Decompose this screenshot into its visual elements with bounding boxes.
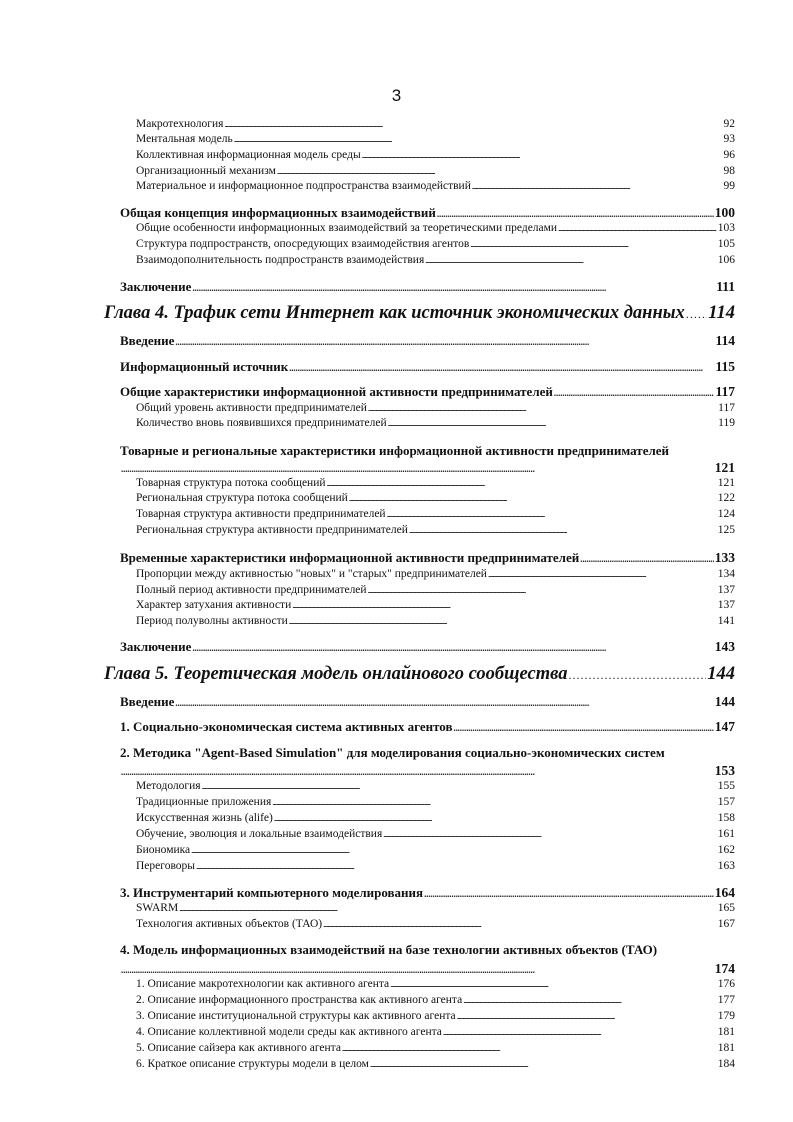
toc-entry-page: 181 — [717, 1042, 735, 1054]
leader-dots — [289, 614, 717, 629]
toc-entry-label: Пропорции между активностью "новых" и "старых" предпринимателей — [136, 568, 487, 580]
toc-entry[interactable] — [136, 859, 735, 874]
toc-entry-label: Структура подпространств, опосредующих взаимодействия агентов — [136, 238, 470, 250]
toc-entry-label: Количество вновь появившихся предпринимателей — [136, 417, 387, 429]
toc-section-label: Общие характеристики информационной активности предпринимателей — [120, 384, 553, 399]
leader-dots — [472, 179, 723, 194]
leader-dots — [192, 640, 713, 657]
toc-entry-label: Общий уровень активности предпринимателей — [136, 402, 367, 414]
toc-section[interactable] — [120, 884, 735, 901]
toc-entry-page: 141 — [717, 615, 735, 627]
toc-entry-page: 167 — [717, 918, 735, 930]
toc-entry-label: 5. Описание сайзера как активного агента — [136, 1042, 341, 1054]
toc-entry-page: 119 — [718, 417, 735, 429]
chapter-page: 114 — [708, 303, 735, 323]
toc-entry-label: Технология активных объектов (ТАО) — [136, 918, 323, 930]
toc-entry[interactable] — [136, 993, 735, 1008]
toc-entry-page: 158 — [717, 812, 735, 824]
toc-section-title-wrapped[interactable]: 2. Методика "Agent-Based Simulation" для моделирования социально-экономических систем — [120, 745, 665, 760]
toc-entry-page: 162 — [717, 844, 735, 856]
toc-section-label: Введение — [120, 333, 175, 348]
leader-dots — [323, 917, 717, 932]
toc-section-page: 121 — [714, 460, 735, 475]
toc-entry-page: 134 — [717, 568, 735, 580]
toc-entry-label: Обучение, эволюция и локальные взаимодействия — [136, 828, 383, 840]
toc-entry-label: 6. Краткое описание структуры модели в целом — [136, 1058, 369, 1070]
leader-dots — [277, 164, 723, 179]
toc-entry[interactable] — [136, 1041, 735, 1056]
toc-entry-label: SWARM — [136, 902, 179, 914]
toc-entry-label: 1. Описание макротехнологии как активного агента — [136, 978, 390, 990]
toc-entry-label: Биономика — [136, 844, 191, 856]
toc-entry-label: Региональная структура потока сообщений — [136, 492, 348, 504]
chapter-title: Глава 5. Теоретическая модель онлайнового сообщества — [104, 664, 568, 684]
toc-chapter-5[interactable] — [104, 663, 735, 685]
toc-entry[interactable] — [136, 1057, 735, 1072]
toc-entry-label: Ментальная модель — [136, 133, 233, 145]
toc-section-label: 3. Инструментарий компьютерного моделирования — [120, 885, 424, 900]
leader-dots — [191, 843, 717, 858]
toc-entry[interactable] — [136, 917, 735, 932]
toc-entry-page: 137 — [717, 584, 735, 596]
toc-section-page: 115 — [715, 359, 735, 374]
toc-entry-label: Товарная структура потока сообщений — [136, 477, 326, 489]
toc-section[interactable] — [120, 358, 735, 375]
leader-dots — [327, 476, 717, 491]
toc-entry-page: 157 — [717, 796, 735, 808]
toc-entry-label: Общие особенности информационных взаимодействий за теоретическими пределами — [136, 222, 558, 234]
toc-entry[interactable] — [136, 811, 735, 826]
leader-dots — [202, 779, 717, 794]
toc-entry[interactable] — [136, 977, 735, 992]
toc-section[interactable] — [120, 278, 735, 295]
toc-section-label: Общая концепция информационных взаимодействий — [120, 205, 436, 220]
leader-dots — [192, 280, 715, 297]
leader-dots — [179, 901, 717, 916]
toc-section[interactable] — [120, 549, 735, 566]
toc-section-page: 117 — [715, 384, 735, 399]
toc-entry[interactable] — [136, 117, 735, 132]
leader-dots — [383, 827, 717, 842]
toc-entry[interactable] — [136, 567, 735, 582]
leader-dots — [453, 720, 713, 737]
toc-entry-label: Период полуволны активности — [136, 615, 288, 627]
toc-entry[interactable] — [136, 901, 735, 916]
toc-entry[interactable] — [136, 401, 735, 416]
toc-entry[interactable] — [136, 614, 735, 629]
toc-entry[interactable] — [136, 583, 735, 598]
toc-entry[interactable] — [136, 795, 735, 810]
toc-entry[interactable] — [136, 164, 735, 179]
leader-dots — [558, 221, 717, 236]
toc-section[interactable] — [120, 332, 735, 349]
toc-entry-label: 3. Описание институциональной структуры как активного агента — [136, 1010, 456, 1022]
toc-entry[interactable] — [136, 523, 735, 538]
toc-section-page: 143 — [714, 639, 735, 654]
toc-entry-label: Организационный механизм — [136, 165, 276, 177]
toc-entry-page: 96 — [723, 149, 735, 161]
toc-entry-page: 105 — [717, 238, 735, 250]
toc-section-page: 144 — [714, 694, 735, 709]
leader-dots — [370, 1057, 717, 1072]
toc-chapter-4[interactable] — [104, 302, 735, 324]
toc-entry-page: 99 — [723, 180, 735, 192]
toc-section-label: Заключение — [120, 279, 192, 294]
toc-entry-label: Материальное и информационное подпространства взаимодействий — [136, 180, 471, 192]
chapter-title: Глава 4. Трафик сети Интернет как источник экономических данных — [104, 303, 685, 323]
toc-entry-page: 93 — [723, 133, 735, 145]
toc-entry-page: 122 — [717, 492, 735, 504]
leader-dots — [196, 859, 717, 874]
leader-dots — [175, 695, 713, 712]
toc-entry-page: 117 — [718, 402, 735, 414]
toc-entry-label: Коллективная информационная модель среды — [136, 149, 361, 161]
toc-entry-label: Характер затухания активности — [136, 599, 292, 611]
toc-entry[interactable] — [136, 476, 735, 491]
toc-entry[interactable] — [136, 507, 735, 522]
toc-section-page: 174 — [714, 961, 735, 976]
toc-entry-label: 4. Описание коллективной модели среды как активного агента — [136, 1026, 442, 1038]
toc-section-page: 100 — [714, 205, 735, 220]
toc-section-page: 164 — [714, 885, 735, 900]
toc-entry[interactable] — [136, 1009, 735, 1024]
leader-dots — [234, 132, 723, 147]
toc-section-label: 1. Социально-экономическая система активных агентов — [120, 719, 453, 734]
leader-dots — [342, 1041, 717, 1056]
toc-entry-label: Методология — [136, 780, 201, 792]
toc-section[interactable] — [120, 383, 735, 400]
toc-section-leader[interactable] — [120, 762, 735, 779]
page-number: 3 — [391, 86, 402, 105]
toc-section-label: Информационный источник — [120, 359, 289, 374]
toc-entry[interactable] — [136, 148, 735, 163]
toc-section-label: Заключение — [120, 639, 192, 654]
toc-entry-page: 155 — [717, 780, 735, 792]
toc-entry-page: 124 — [717, 508, 735, 520]
toc-entry-label: Взаимодополнительность подпространств взаимодействия — [136, 254, 425, 266]
leader-dots — [292, 598, 717, 613]
leader-dots — [388, 416, 718, 431]
toc-section-leader[interactable] — [120, 459, 735, 476]
toc-entry-page: 184 — [717, 1058, 735, 1070]
leader-dots — [349, 491, 717, 506]
leader-dots — [569, 664, 707, 686]
toc-section-title-wrapped[interactable]: 4. Модель информационных взаимодействий на базе технологии активных объектов (ТАО) — [120, 942, 658, 957]
toc-entry-page: 176 — [717, 978, 735, 990]
leader-dots — [368, 401, 717, 416]
toc-entry-page: 181 — [717, 1026, 735, 1038]
toc-section-page: 111 — [716, 279, 735, 294]
toc-entry-label: Полный период активности предпринимателей — [136, 584, 367, 596]
toc-entry-page: 98 — [723, 165, 735, 177]
toc-section-page: 133 — [714, 550, 735, 565]
toc-entry-label: Макротехнология — [136, 118, 224, 130]
leader-dots — [409, 523, 717, 538]
toc-entry-page: 177 — [717, 994, 735, 1006]
toc-entry[interactable] — [136, 237, 735, 252]
toc-entry-label: Традиционные приложения — [136, 796, 272, 808]
toc-section-label: Введение — [120, 694, 175, 709]
toc-entry-page: 125 — [717, 524, 735, 536]
leader-dots — [368, 583, 717, 598]
leader-dots — [488, 567, 717, 582]
toc-entry[interactable] — [136, 598, 735, 613]
leader-dots — [387, 507, 717, 522]
leader-dots — [272, 795, 716, 810]
toc-entry-page: 161 — [717, 828, 735, 840]
toc-entry[interactable] — [136, 1025, 735, 1040]
toc-entry[interactable] — [136, 843, 735, 858]
toc-entry[interactable] — [136, 221, 735, 236]
toc-section-label: Временные характеристики информационной активности предпринимателей — [120, 550, 580, 565]
toc-section-page: 153 — [714, 763, 735, 778]
toc-entry[interactable] — [136, 179, 735, 194]
toc-section-title-wrapped[interactable]: Товарные и региональные характеристики информационной активности предпринимателей — [120, 443, 670, 458]
toc-entry-page: 165 — [717, 902, 735, 914]
leader-dots — [457, 1009, 717, 1024]
leader-dots — [425, 253, 717, 268]
toc-entry-page: 137 — [717, 599, 735, 611]
toc-section-leader[interactable] — [120, 960, 735, 977]
toc-section[interactable] — [120, 718, 735, 735]
leader-dots — [443, 1025, 717, 1040]
toc-entry-label: Товарная структура активности предпринимателей — [136, 508, 386, 520]
leader-dots — [686, 303, 707, 325]
toc-section-page: 147 — [714, 719, 735, 734]
toc-entry-label: 2. Описание информационного пространства как активного агента — [136, 994, 463, 1006]
toc-entry-label: Искусственная жизнь (alife) — [136, 812, 273, 824]
toc-entry-page: 179 — [717, 1010, 735, 1022]
leader-dots — [274, 811, 717, 826]
toc-entry-page: 92 — [723, 118, 735, 130]
toc-entry[interactable] — [136, 416, 735, 431]
toc-entry-page: 121 — [717, 477, 735, 489]
toc-section[interactable] — [120, 693, 735, 710]
toc-entry-page: 106 — [717, 254, 735, 266]
chapter-page: 144 — [707, 664, 735, 684]
leader-dots — [470, 237, 717, 252]
toc-entry[interactable] — [136, 132, 735, 147]
toc-entry-page: 103 — [717, 222, 735, 234]
toc-section-page: 114 — [715, 333, 735, 348]
toc-entry-label: Переговоры — [136, 860, 196, 872]
toc-section[interactable] — [120, 638, 735, 655]
leader-dots — [463, 993, 717, 1008]
toc-entry[interactable] — [136, 779, 735, 794]
leader-dots — [224, 117, 722, 132]
toc-entry[interactable] — [136, 253, 735, 268]
toc-entry[interactable] — [136, 491, 735, 506]
leader-dots — [175, 334, 714, 351]
leader-dots — [390, 977, 717, 992]
toc-section[interactable] — [120, 204, 735, 221]
leader-dots — [362, 148, 723, 163]
leader-dots — [554, 385, 715, 402]
leader-dots — [289, 360, 714, 377]
toc-entry[interactable] — [136, 827, 735, 842]
toc-entry-page: 163 — [717, 860, 735, 872]
toc-entry-label: Региональная структура активности предпринимателей — [136, 524, 408, 536]
leader-dots — [580, 551, 714, 568]
